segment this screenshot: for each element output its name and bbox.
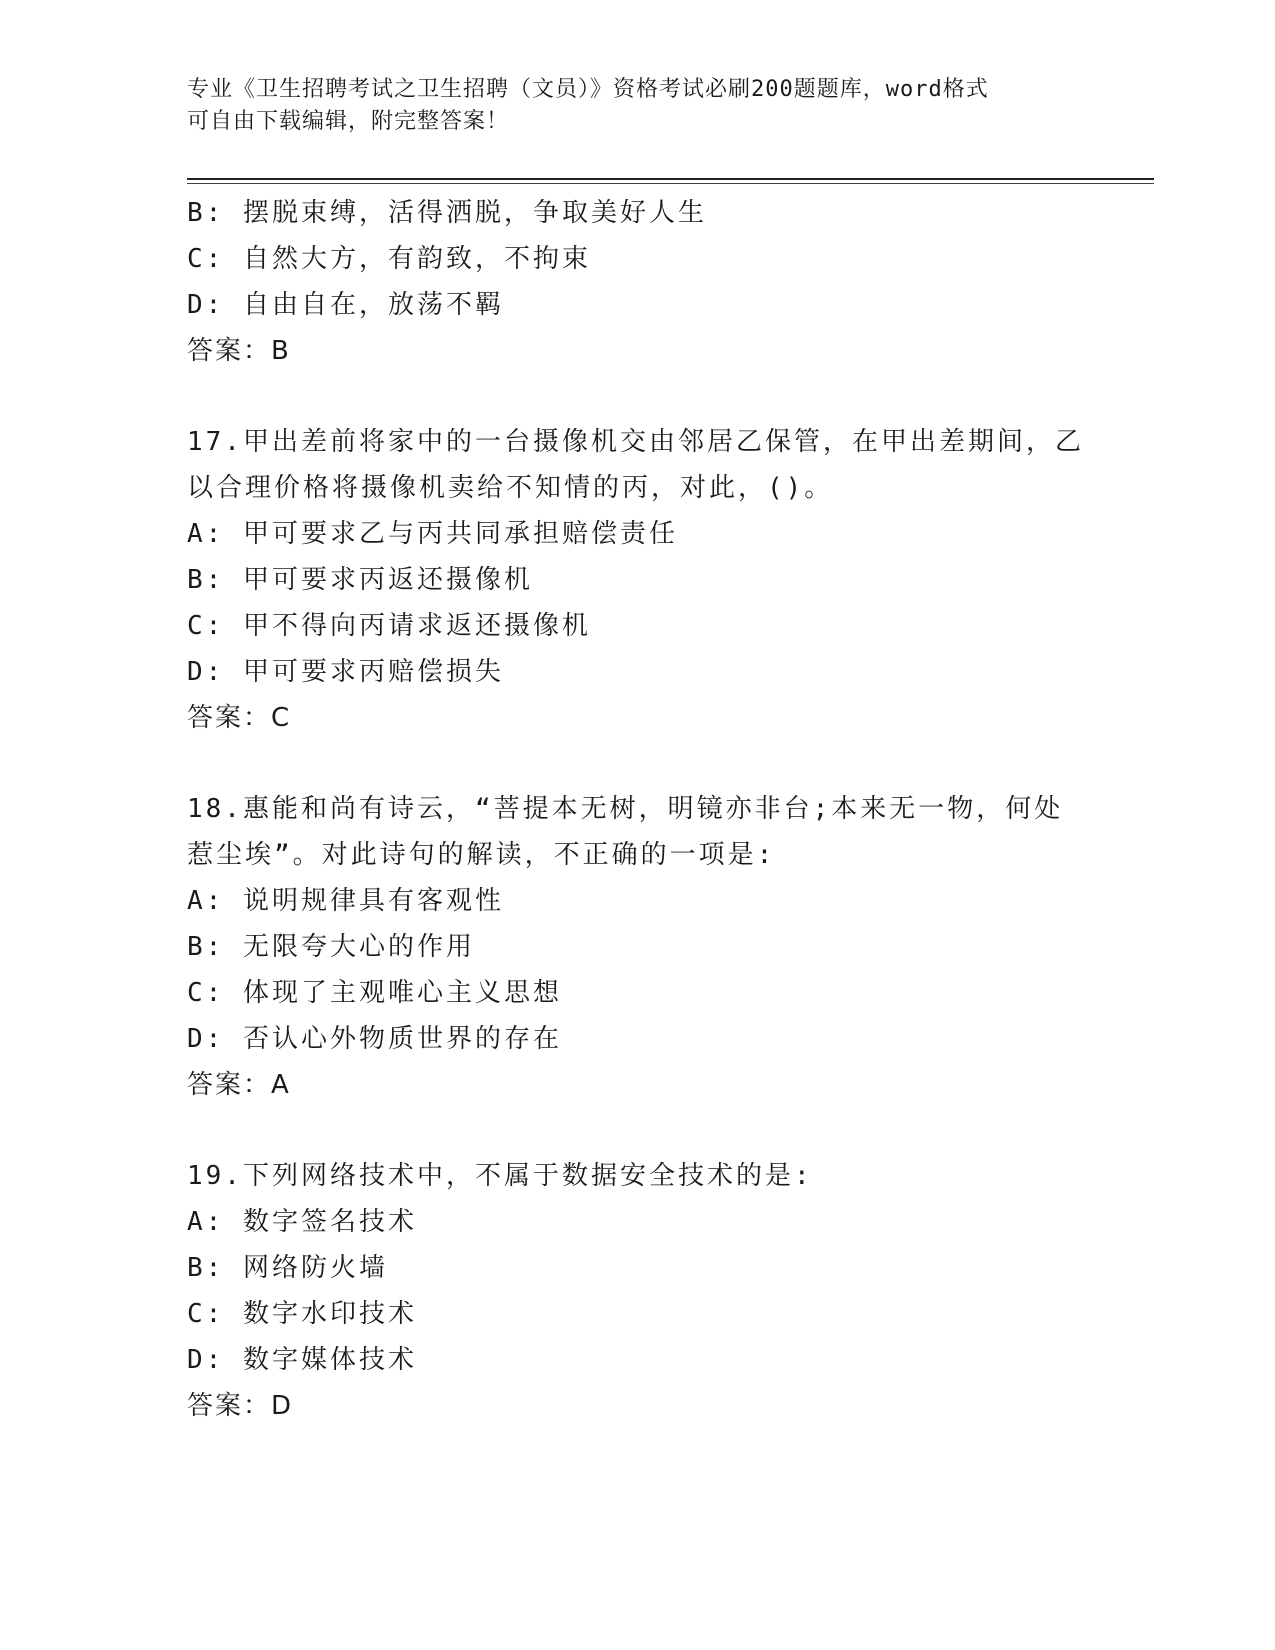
option-a: A: 说明规律具有客观性 — [187, 886, 504, 916]
answer-line: 答案：B — [187, 336, 291, 366]
option-b: B: 网络防火墙 — [187, 1253, 388, 1283]
document-body — [187, 190, 1087, 1429]
question-stem-line-1: 18.惠能和尚有诗云，“菩提本无树，明镜亦非台;本来无一物，何处 — [187, 794, 1064, 824]
header-line-1: 专业《卫生招聘考试之卫生招聘（文员）》资格考试必刷200题题库，word格式 — [187, 77, 989, 102]
option-d: D: 自由自在，放荡不羁 — [187, 290, 504, 320]
document-header — [187, 74, 1067, 138]
option-b: B: 无限夸大心的作用 — [187, 932, 475, 962]
question-16-continued — [187, 190, 1087, 374]
option-c: C: 数字水印技术 — [187, 1299, 417, 1329]
option-d: D: 甲可要求丙赔偿损失 — [187, 657, 504, 687]
answer-line: 答案：C — [187, 703, 292, 733]
option-c: C: 体现了主观唯心主义思想 — [187, 978, 562, 1008]
answer-line: 答案：D — [187, 1391, 294, 1421]
option-b: B: 摆脱束缚，活得洒脱，争取美好人生 — [187, 198, 707, 228]
option-b: B: 甲可要求丙返还摄像机 — [187, 565, 533, 595]
question-stem-line-2: 惹尘埃”。对此诗句的解读，不正确的一项是: — [187, 840, 776, 870]
header-divider — [187, 178, 1154, 180]
option-c: C: 甲不得向丙请求返还摄像机 — [187, 611, 591, 641]
question-stem-line-1: 17.甲出差前将家中的一台摄像机交由邻居乙保管，在甲出差期间，乙 — [187, 427, 1084, 457]
option-a: A: 甲可要求乙与丙共同承担赔偿责任 — [187, 519, 678, 549]
header-divider-thin — [187, 183, 1154, 184]
option-d: D: 数字媒体技术 — [187, 1345, 417, 1375]
question-19 — [187, 1153, 1087, 1429]
option-c: C: 自然大方，有韵致，不拘束 — [187, 244, 591, 274]
question-17 — [187, 419, 1087, 741]
header-line-2: 可自由下载编辑，附完整答案！ — [187, 109, 510, 134]
answer-line: 答案：A — [187, 1070, 291, 1100]
question-stem-line-2: 以合理价格将摄像机卖给不知情的丙，对此，()。 — [187, 473, 834, 503]
question-18 — [187, 786, 1087, 1108]
option-d: D: 否认心外物质世界的存在 — [187, 1024, 562, 1054]
option-a: A: 数字签名技术 — [187, 1207, 417, 1237]
question-stem-line-1: 19.下列网络技术中，不属于数据安全技术的是: — [187, 1161, 813, 1191]
